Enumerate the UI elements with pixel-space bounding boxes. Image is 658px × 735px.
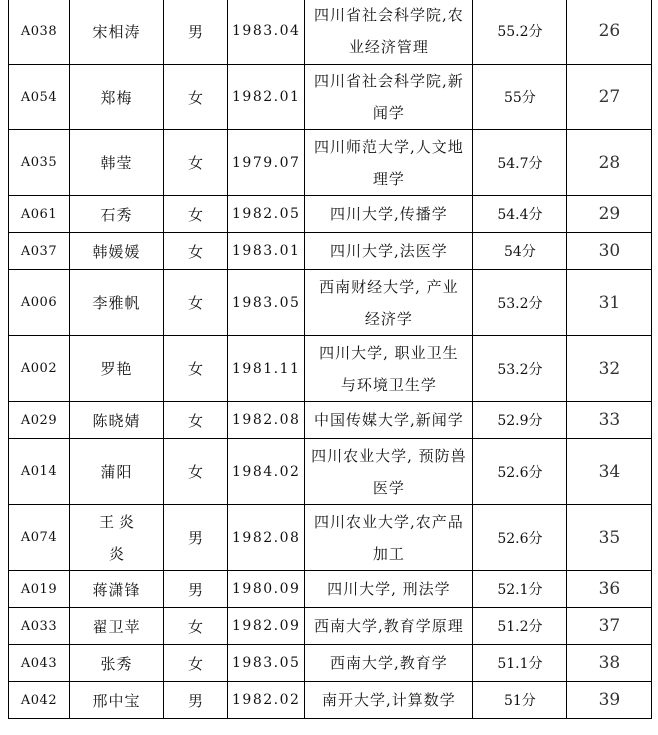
candidate-score: 52.6分 [473,505,567,571]
unit-line: 四川大学,法医学 [330,242,448,260]
candidate-sex: 女 [164,65,228,130]
unit-line: 加工 [372,544,405,563]
unit-line: 四川大学, 职业卫生 [319,343,459,362]
candidate-rank: 28 [567,130,652,196]
candidate-sex: 男 [164,571,228,608]
candidate-rank: 30 [567,233,652,270]
table-row [9,645,652,682]
candidate-birth: 1983.01 [228,233,305,270]
table-row [9,233,652,270]
candidate-id: A037 [9,233,70,270]
candidate-birth: 1979.07 [228,130,305,196]
candidate-name: 邢中宝 [70,682,164,719]
candidate-score: 52.6分 [473,439,567,505]
candidate-unit-major [305,233,473,270]
candidate-sex: 女 [164,196,228,233]
unit-line: 四川农业大学,农产品 [314,512,464,531]
candidate-id: A061 [9,196,70,233]
candidate-unit-major [305,270,473,336]
candidate-id: A043 [9,645,70,682]
unit-line: 西南大学,教育学 [330,654,448,672]
candidate-birth: 1982.08 [228,402,305,439]
candidate-sex: 女 [164,270,228,336]
candidate-sex: 女 [164,402,228,439]
candidate-rank: 39 [567,682,652,719]
candidate-score: 54.4分 [473,196,567,233]
candidate-birth: 1980.09 [228,571,305,608]
candidate-id: A006 [9,270,70,336]
candidate-id: A033 [9,608,70,645]
candidate-name: 蒲阳 [70,439,164,505]
candidate-id: A038 [9,0,70,65]
candidate-name: 郑梅 [70,65,164,130]
candidate-birth: 1983.05 [228,270,305,336]
candidate-birth: 1982.05 [228,196,305,233]
candidate-unit-major [305,608,473,645]
unit-line: 四川师范大学,人文地 [314,137,464,156]
candidate-score: 52.1分 [473,571,567,608]
candidate-name: 罗艳 [70,336,164,402]
candidate-rank: 35 [567,505,652,571]
candidate-name: 韩媛媛 [70,233,164,270]
candidate-score: 54分 [473,233,567,270]
candidate-birth: 1982.02 [228,682,305,719]
candidate-sex: 女 [164,608,228,645]
candidate-id: A074 [9,505,70,571]
unit-line: 与环境卫生学 [340,375,437,394]
candidate-sex: 女 [164,233,228,270]
candidate-unit-major [305,439,473,505]
candidate-name: 李雅帆 [70,270,164,336]
candidate-name: 宋相涛 [70,0,164,65]
candidate-name: 王 炎 炎 [70,505,164,571]
table-row [9,505,652,571]
unit-line: 四川大学,传播学 [330,205,448,223]
candidate-name: 陈晓婧 [70,402,164,439]
candidate-id: A029 [9,402,70,439]
candidate-name: 韩莹 [70,130,164,196]
candidate-score: 51.2分 [473,608,567,645]
candidate-score: 55分 [473,65,567,130]
candidate-sex: 女 [164,645,228,682]
table-row [9,130,652,196]
candidate-score: 52.9分 [473,402,567,439]
candidate-sex: 女 [164,439,228,505]
candidate-unit-major [305,505,473,571]
candidate-unit-major [305,196,473,233]
unit-line: 四川大学, 刑法学 [327,580,451,598]
unit-line: 闻学 [372,104,405,122]
candidate-unit-major [305,130,473,196]
unit-line: 经济学 [364,309,413,328]
candidate-rank: 27 [567,65,652,130]
candidate-sex: 女 [164,130,228,196]
candidate-score: 53.2分 [473,270,567,336]
table-row [9,439,652,505]
candidate-rank: 31 [567,270,652,336]
unit-line: 理学 [372,169,405,188]
candidate-birth: 1984.02 [228,439,305,505]
candidate-score-table [8,0,652,719]
candidate-score: 54.7分 [473,130,567,196]
candidate-unit-major [305,65,473,130]
table-row [9,0,652,65]
unit-line: 中国传媒大学,新闻学 [314,411,464,429]
candidate-unit-major [305,336,473,402]
candidate-id: A054 [9,65,70,130]
table-row [9,336,652,402]
candidate-id: A014 [9,439,70,505]
unit-line: 四川省社会科学院,农 [314,6,464,24]
unit-line: 西南大学,教育学原理 [314,617,464,635]
candidate-rank: 36 [567,571,652,608]
candidate-score: 53.2分 [473,336,567,402]
table-row [9,571,652,608]
candidate-rank: 33 [567,402,652,439]
candidate-rank: 34 [567,439,652,505]
candidate-score: 51分 [473,682,567,719]
candidate-rank: 37 [567,608,652,645]
candidate-unit-major [305,402,473,439]
candidate-unit-major [305,682,473,719]
unit-line: 四川农业大学, 预防兽 [311,446,467,465]
candidate-id: A019 [9,571,70,608]
unit-line: 医学 [372,478,405,497]
candidate-rank: 29 [567,196,652,233]
table-row [9,608,652,645]
candidate-birth: 1982.09 [228,608,305,645]
candidate-sex: 男 [164,0,228,65]
candidate-birth: 1981.11 [228,336,305,402]
table-row [9,196,652,233]
candidate-birth: 1983.04 [228,0,305,65]
table-row [9,65,652,130]
candidate-sex: 男 [164,682,228,719]
candidate-id: A035 [9,130,70,196]
candidate-rank: 38 [567,645,652,682]
candidate-id: A002 [9,336,70,402]
candidate-unit-major [305,571,473,608]
candidate-rank: 32 [567,336,652,402]
table-row [9,682,652,719]
table-row [9,270,652,336]
candidate-score: 51.1分 [473,645,567,682]
candidate-birth: 1982.08 [228,505,305,571]
candidate-name: 蒋潇锋 [70,571,164,608]
candidate-birth: 1982.01 [228,65,305,130]
candidate-score: 55.2分 [473,0,567,65]
candidate-sex: 男 [164,505,228,571]
candidate-name: 石秀 [70,196,164,233]
candidate-name: 翟卫苹 [70,608,164,645]
candidate-id: A042 [9,682,70,719]
candidate-name: 张秀 [70,645,164,682]
candidate-unit-major [305,0,473,65]
unit-line: 南开大学,计算数学 [322,691,456,709]
table-row [9,402,652,439]
candidate-birth: 1983.05 [228,645,305,682]
unit-line: 西南财经大学, 产业 [319,277,459,296]
candidate-sex: 女 [164,336,228,402]
unit-line: 四川省社会科学院,新 [314,72,464,90]
candidate-rank: 26 [567,0,652,65]
unit-line: 业经济管理 [348,38,429,56]
table-body [9,0,652,719]
candidate-unit-major [305,645,473,682]
